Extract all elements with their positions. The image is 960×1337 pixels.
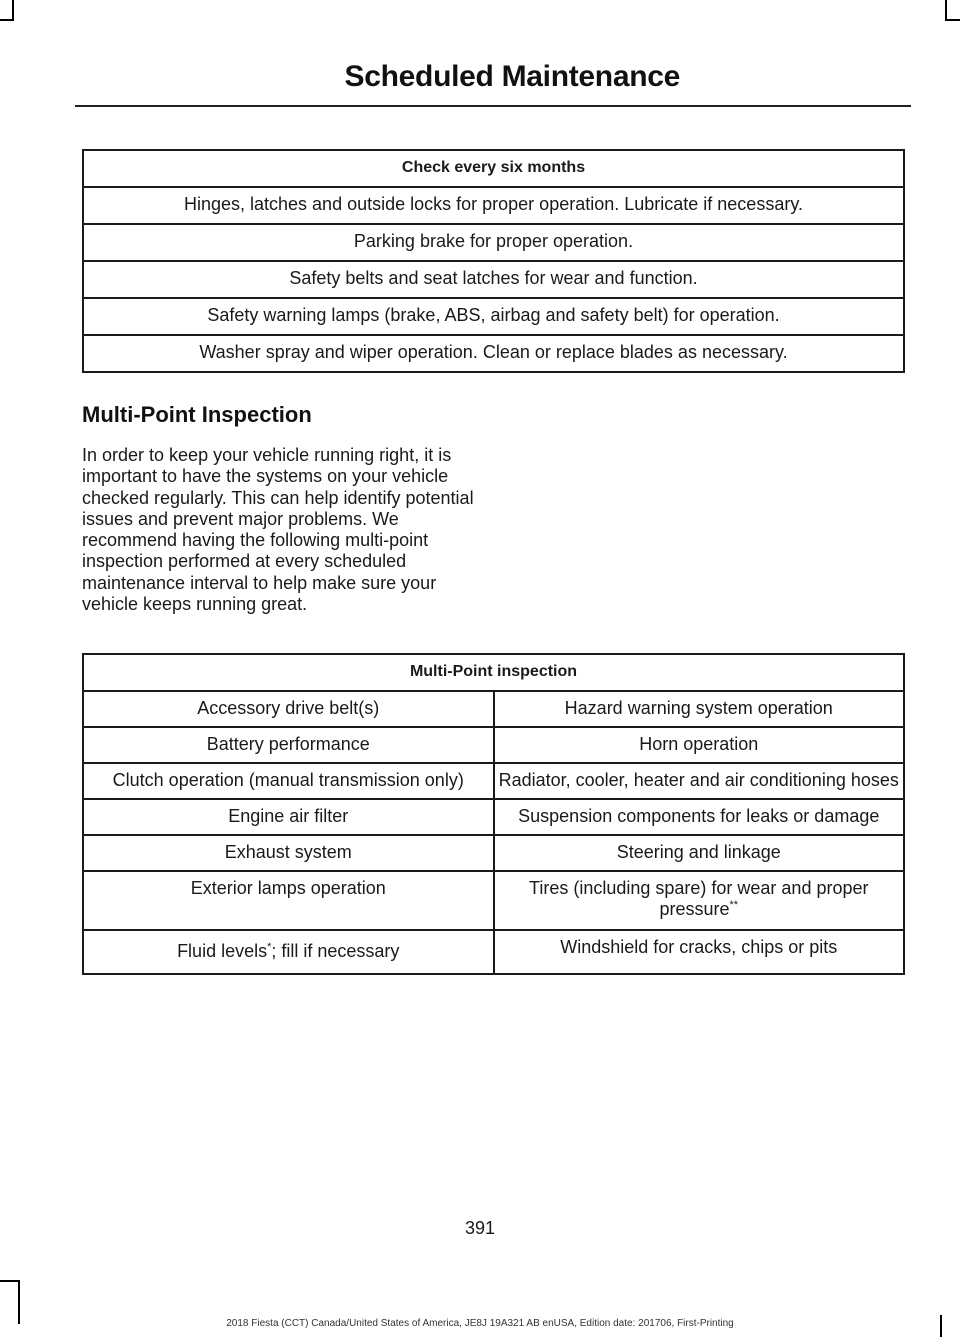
crop-mark bbox=[945, 19, 960, 21]
table-cell: Radiator, cooler, heater and air conditioning hoses bbox=[494, 763, 905, 799]
table-row: Hinges, latches and outside locks for proper operation. Lubricate if necessary. bbox=[83, 187, 904, 224]
title-divider bbox=[75, 105, 911, 107]
table-heading: Multi-Point inspection bbox=[83, 654, 904, 691]
table-cell: Exterior lamps operation bbox=[83, 871, 494, 930]
cell-text: ; fill if necessary bbox=[271, 941, 400, 961]
table-row: Parking brake for proper operation. bbox=[83, 224, 904, 261]
table-cell: Steering and linkage bbox=[494, 835, 905, 871]
section-heading: Multi-Point Inspection bbox=[82, 402, 312, 427]
page-number: 391 bbox=[464, 1218, 496, 1238]
footer-edition-text: 2018 Fiesta (CCT) Canada/United States of America, JE8J 19A321 AB enUSA, Edition date: 201706, First-Printing bbox=[226, 1318, 734, 1329]
table-cell bbox=[83, 930, 494, 974]
six-month-check-table bbox=[82, 149, 905, 373]
crop-mark bbox=[0, 1280, 20, 1282]
table-cell: Exhaust system bbox=[83, 835, 494, 871]
crop-mark bbox=[0, 19, 14, 21]
footnote-mark: * bbox=[267, 941, 272, 953]
crop-mark bbox=[12, 0, 14, 20]
crop-mark bbox=[945, 0, 947, 20]
table-cell bbox=[494, 871, 905, 930]
table-cell: Horn operation bbox=[494, 727, 905, 763]
table-cell: Clutch operation (manual transmission only) bbox=[83, 763, 494, 799]
table-cell: Accessory drive belt(s) bbox=[83, 691, 494, 727]
section-paragraph: In order to keep your vehicle running right, it is important to have the systems on your vehicle checked regularly. This can help identify potential issues and prevent major problems. We recommend having the following multi-point inspection performed at every scheduled maintenance interval to help make sure your vehicle keeps running great. bbox=[82, 445, 474, 615]
cell-text: Tires (including spare) for wear and proper pressure bbox=[529, 878, 869, 919]
table-cell: Windshield for cracks, chips or pits bbox=[494, 930, 905, 974]
table-cell: Battery performance bbox=[83, 727, 494, 763]
table-row: Washer spray and wiper operation. Clean or replace blades as necessary. bbox=[83, 335, 904, 372]
table-cell: Engine air filter bbox=[83, 799, 494, 835]
table-row: Safety warning lamps (brake, ABS, airbag and safety belt) for operation. bbox=[83, 298, 904, 335]
table-cell: Hazard warning system operation bbox=[494, 691, 905, 727]
cell-text: Fluid levels bbox=[177, 941, 268, 961]
table-cell: Suspension components for leaks or damage bbox=[494, 799, 905, 835]
table-row: Safety belts and seat latches for wear and function. bbox=[83, 261, 904, 298]
table-heading: Check every six months bbox=[83, 150, 904, 187]
footnote-mark: ** bbox=[729, 899, 739, 911]
page-title: Scheduled Maintenance bbox=[344, 60, 680, 93]
multi-point-inspection-table bbox=[82, 653, 905, 975]
